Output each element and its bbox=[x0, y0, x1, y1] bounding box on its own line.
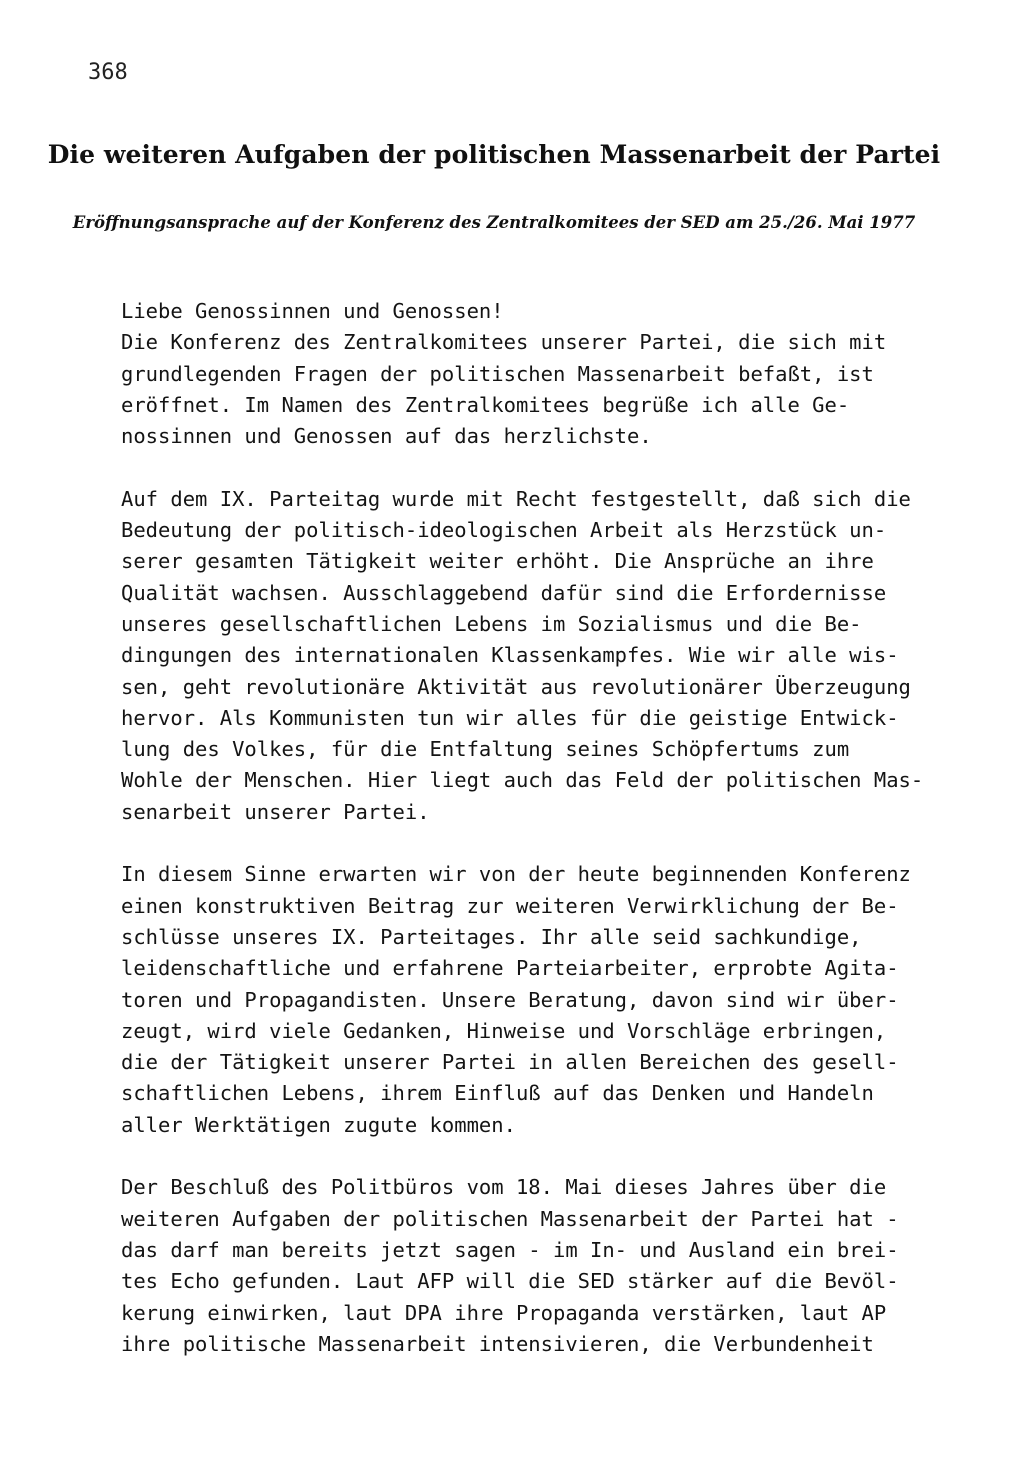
text-line: die der Tätigkeit unserer Partei in allen Bereichen des gesell- bbox=[121, 1050, 899, 1075]
text-line: Der Beschluß des Politbüros vom 18. Mai dieses Jahres über die bbox=[121, 1175, 887, 1200]
text-line: grundlegenden Fragen der politischen Massenarbeit befaßt, ist bbox=[121, 361, 874, 386]
text-line: In diesem Sinne erwarten wir von der heute beginnenden Konferenz bbox=[121, 862, 911, 887]
text-line: kerung einwirken, laut DPA ihre Propaganda verstärken, laut AP bbox=[121, 1300, 887, 1325]
text-line: Die Konferenz des Zentralkomitees unserer Partei, die sich mit bbox=[121, 330, 887, 355]
text-line: aller Werktätigen zugute kommen. bbox=[121, 1112, 516, 1137]
text-line: Auf dem IX. Parteitag wurde mit Recht festgestellt, daß sich die bbox=[121, 486, 911, 511]
text-line: leidenschaftliche und erfahrene Parteiarbeiter, erprobte Agita- bbox=[121, 956, 899, 981]
text-line: Liebe Genossinnen und Genossen! bbox=[121, 299, 504, 323]
page-number: 368 bbox=[88, 60, 128, 85]
paragraph bbox=[121, 859, 921, 1141]
text-line: sen, geht revolutionäre Aktivität aus revolutionärer Überzeugung bbox=[121, 674, 911, 699]
text-line: einen konstruktiven Beitrag zur weiteren Verwirklichung der Be- bbox=[121, 893, 899, 918]
text-line: ihre politische Massenarbeit intensivieren, die Verbundenheit bbox=[121, 1331, 874, 1356]
text-line: das darf man bereits jetzt sagen - im In- und Ausland ein brei- bbox=[121, 1237, 899, 1262]
page-title: Die weiteren Aufgaben der politischen Massenarbeit der Partei bbox=[47, 140, 941, 169]
text-line: hervor. Als Kommunisten tun wir alles für die geistige Entwick- bbox=[121, 705, 899, 730]
text-line: Bedeutung der politisch-ideologischen Arbeit als Herzstück un- bbox=[121, 518, 887, 543]
paragraph bbox=[121, 296, 921, 452]
text-line: serer gesamten Tätigkeit weiter erhöht. Die Ansprüche an ihre bbox=[121, 549, 874, 574]
text-line: senarbeit unserer Partei. bbox=[121, 799, 430, 824]
text-line: weiteren Aufgaben der politischen Massenarbeit der Partei hat - bbox=[121, 1206, 899, 1231]
text-line: zeugt, wird viele Gedanken, Hinweise und Vorschläge erbringen, bbox=[121, 1018, 887, 1043]
text-line: eröffnet. Im Namen des Zentralkomitees begrüße ich alle Ge- bbox=[121, 392, 850, 417]
text-line: dingungen des internationalen Klassenkampfes. Wie wir alle wis- bbox=[121, 643, 899, 668]
text-line: schlüsse unseres IX. Parteitages. Ihr alle seid sachkundige, bbox=[121, 924, 862, 949]
text-line: nossinnen und Genossen auf das herzlichste. bbox=[121, 424, 652, 449]
text-line: Wohle der Menschen. Hier liegt auch das Feld der politischen Mas- bbox=[121, 768, 924, 793]
text-line: toren und Propagandisten. Unsere Beratung, davon sind wir über- bbox=[121, 987, 899, 1012]
paragraph bbox=[121, 1172, 921, 1360]
text-line: tes Echo gefunden. Laut AFP will die SED stärker auf die Bevöl- bbox=[121, 1269, 899, 1294]
text-line: unseres gesellschaftlichen Lebens im Sozialismus und die Be- bbox=[121, 611, 862, 636]
text-line: lung des Volkes, für die Entfaltung seines Schöpfertums zum bbox=[121, 737, 850, 762]
text-line: Qualität wachsen. Ausschlaggebend dafür sind die Erfordernisse bbox=[121, 580, 887, 605]
body-text bbox=[121, 296, 924, 1391]
page-subtitle: Eröffnungsansprache auf der Konferenz des Zentralkomitees der SED am 25./26. Mai 1977 bbox=[72, 213, 916, 232]
paragraph bbox=[121, 484, 924, 828]
text-line: schaftlichen Lebens, ihrem Einfluß auf das Denken und Handeln bbox=[121, 1081, 874, 1106]
